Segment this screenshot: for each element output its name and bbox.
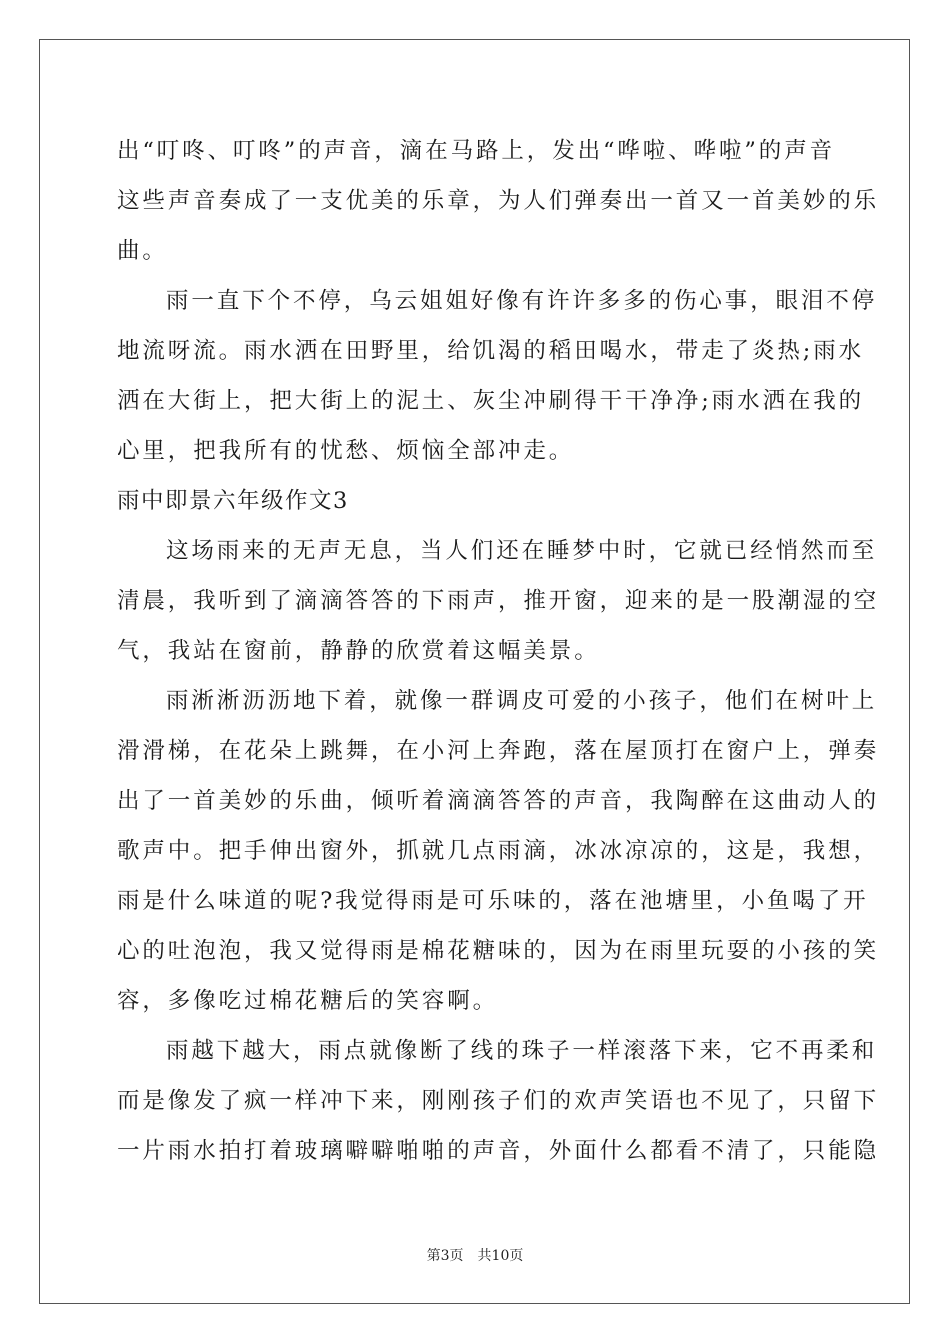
text-line: 雨一直下个不停，乌云姐姐好像有许许多多的伤心事，眼泪不停 xyxy=(166,288,878,314)
page-total: 共10页 xyxy=(477,1248,524,1264)
text-line: 出“叮咚、叮咚”的声音，滴在马路上，发出“哗啦、哗啦”的声音 xyxy=(117,138,836,164)
text-line: 雨淅淅沥沥地下着，就像一群调皮可爱的小孩子，他们在树叶上 xyxy=(166,688,878,714)
text-line: 歌声中。把手伸出窗外，抓就几点雨滴，冰冰凉凉的，这是，我想， xyxy=(117,838,880,864)
text-line: 这场雨来的无声无息，当人们还在睡梦中时，它就已经悄然而至 xyxy=(166,538,878,564)
text-line: 气，我站在窗前，静静的欣赏着这幅美景。 xyxy=(117,638,600,664)
text-line: 雨是什么味道的呢?我觉得雨是可乐味的，落在池塘里，小鱼喝了开 xyxy=(117,888,869,914)
text-line: 这些声音奏成了一支优美的乐章，为人们弹奏出一首又一首美妙的乐 xyxy=(117,188,880,214)
text-line: 心的吐泡泡，我又觉得雨是棉花糖味的，因为在雨里玩耍的小孩的笑 xyxy=(117,938,880,964)
text-line: 容，多像吃过棉花糖后的笑容啊。 xyxy=(117,988,499,1014)
text-line: 洒在大街上，把大街上的泥土、灰尘冲刷得干干净净;雨水洒在我的 xyxy=(117,388,865,414)
text-line: 一片雨水拍打着玻璃噼噼啪啪的声音，外面什么都看不清了，只能隐 xyxy=(117,1138,880,1164)
section-heading: 雨中即景六年级作文3 xyxy=(117,488,349,514)
page-number: 第3页 xyxy=(426,1248,464,1264)
document-body xyxy=(117,126,880,1176)
text-line: 心里，把我所有的忧愁、烦恼全部冲走。 xyxy=(117,438,575,464)
text-line: 而是像发了疯一样冲下来，刚刚孩子们的欢声笑语也不见了，只留下 xyxy=(117,1088,880,1114)
text-line: 雨越下越大，雨点就像断了线的珠子一样滚落下来，它不再柔和 xyxy=(166,1038,878,1064)
text-line: 地流呀流。雨水洒在田野里，给饥渴的稻田喝水，带走了炎热;雨水 xyxy=(117,338,865,364)
text-line: 出了一首美妙的乐曲，倾听着滴滴答答的声音，我陶醉在这曲动人的 xyxy=(117,788,880,814)
text-line: 清晨，我听到了滴滴答答的下雨声，推开窗，迎来的是一股潮湿的空 xyxy=(117,588,880,614)
page-footer xyxy=(0,1246,950,1266)
text-line: 曲。 xyxy=(117,238,168,264)
text-line: 滑滑梯，在花朵上跳舞，在小河上奔跑，落在屋顶打在窗户上，弹奏 xyxy=(117,738,880,764)
